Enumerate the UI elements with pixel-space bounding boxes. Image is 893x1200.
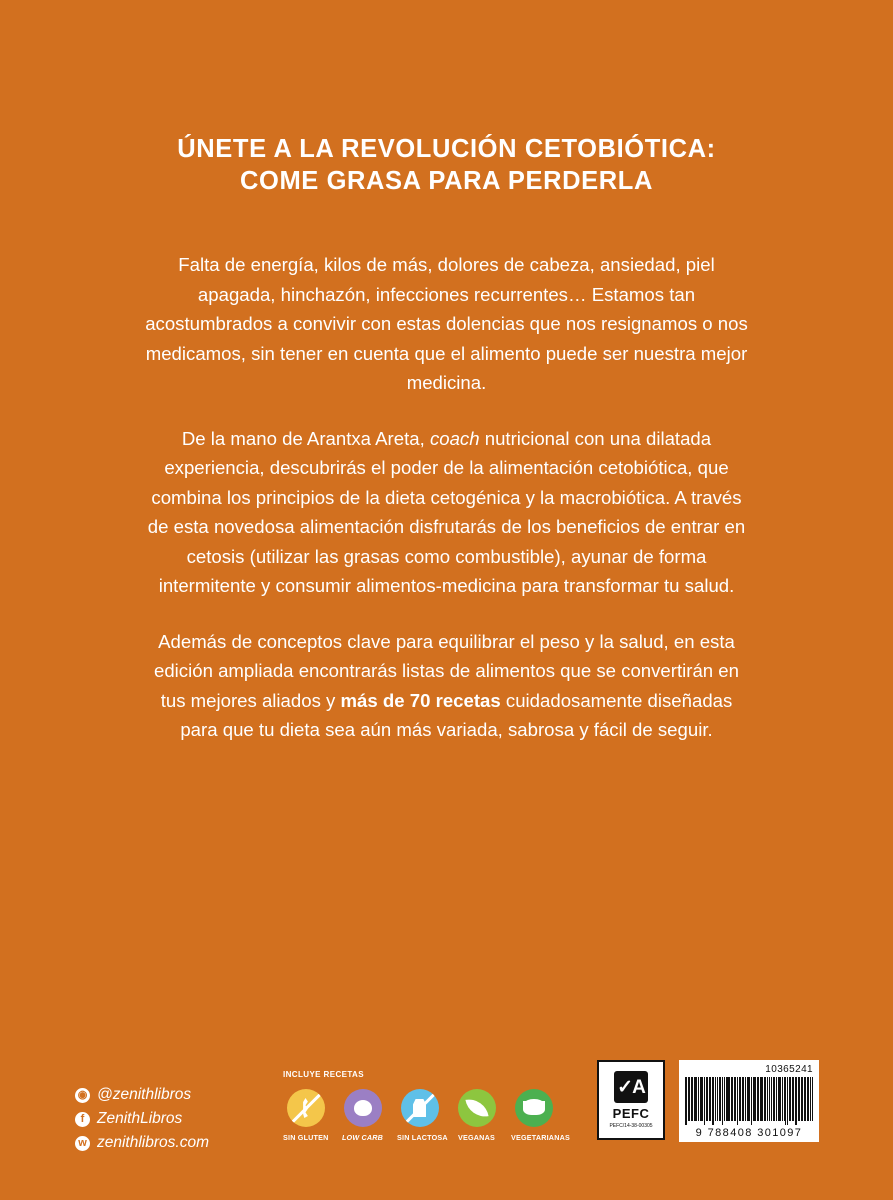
blurb-p2-italic: coach (429, 427, 480, 449)
pefc-name: PEFC (612, 1106, 650, 1121)
badge-label-sin-lactosa: SIN LACTOSA (397, 1133, 448, 1142)
social-handle-instagram: @zenithlibros (97, 1086, 192, 1103)
badge-vegetarianas (511, 1089, 570, 1142)
social-link-facebook[interactable] (75, 1107, 209, 1131)
social-handle-facebook: ZenithLibros (97, 1110, 183, 1127)
barcode-number: 10365241 (765, 1064, 813, 1075)
badge-low-carb (340, 1089, 385, 1142)
footer (0, 1055, 893, 1175)
blurb-paragraph-1: Falta de energía, kilos de más, dolores de cabeza, ansiedad, piel apagada, hinchazón, infecciones recurrentes… Estamos tan acostumbrados a convivir con estas dolencias que nos resignamos o nos medicamos, sin tener en cuenta que el alimento puede ser nuestra mejor medicina. (145, 254, 748, 393)
page-title (0, 133, 893, 197)
badge-label-veganas: VEGANAS (458, 1133, 495, 1142)
blurb-p3-part-b: cuidadosamente diseñadas para que tu dieta sea aún más variada, sabrosa y fácil de seguir. (180, 689, 733, 740)
blurb-p3-part-a: Además de conceptos clave para equilibrar el peso y la salud, en esta edición ampliada encontrarás listas de alimentos que se convertirán en tus mejores aliados y (153, 630, 739, 711)
pefc-logo-icon: ✓A (614, 1071, 648, 1103)
social-link-instagram[interactable] (75, 1083, 209, 1107)
salad-bowl-icon (515, 1089, 553, 1127)
leaf-icon (458, 1089, 496, 1127)
pefc-certification (597, 1060, 665, 1140)
badge-veganas (454, 1089, 499, 1142)
barcode-isbn: 9 788408 301097 (695, 1127, 803, 1139)
badge-label-sin-gluten: SIN GLUTEN (283, 1133, 329, 1142)
blurb-p2-part-b: nutricional con una dilatada experiencia, descubrirás el poder de la alimentación cetobiótica, que combina los principios de la dieta cetogénica y la macrobiótica. A través de esta novedosa alimentación disfrutarás de los beneficios de entrar en cetosis (utilizar las grasas como combustible), ayunar de forma intermitente y consumir alimentos-medicina para transformar tu salud. (147, 427, 746, 596)
blurb-p3-bold: más de 70 recetas (340, 689, 501, 711)
headline-line-2: COME GRASA PARA PERDERLA (240, 167, 653, 195)
facebook-icon: f (75, 1112, 90, 1127)
wheat-crossed-icon (287, 1089, 325, 1127)
berry-icon (344, 1089, 382, 1127)
recipe-badges-caption: INCLUYE RECETAS (283, 1070, 364, 1079)
barcode-bars (685, 1077, 813, 1125)
blurb-paragraph-3 (140, 627, 753, 745)
blurb-text (140, 250, 753, 745)
milk-carton-crossed-icon (401, 1089, 439, 1127)
headline-line-1: ÚNETE A LA REVOLUCIÓN CETOBIÓTICA: (177, 135, 716, 163)
social-handle-website: zenithlibros.com (97, 1134, 209, 1151)
instagram-icon: ◉ (75, 1088, 90, 1103)
blurb-paragraph-2 (140, 424, 753, 601)
recipe-badges-block (283, 1070, 568, 1142)
blurb-p2-part-a: De la mano de Arantxa Areta, (181, 427, 430, 449)
badge-sin-lactosa (397, 1089, 448, 1142)
social-links (75, 1083, 209, 1155)
pefc-code: PEFC/14-38-00305 (609, 1123, 653, 1129)
badge-sin-gluten (283, 1089, 328, 1142)
web-icon: w (75, 1136, 90, 1151)
social-link-website[interactable] (75, 1131, 209, 1155)
badge-label-vegetarianas: VEGETARIANAS (511, 1133, 570, 1142)
barcode-block (679, 1060, 819, 1142)
recipe-badges (283, 1089, 568, 1142)
badge-label-low-carb: LOW CARB (341, 1133, 384, 1142)
